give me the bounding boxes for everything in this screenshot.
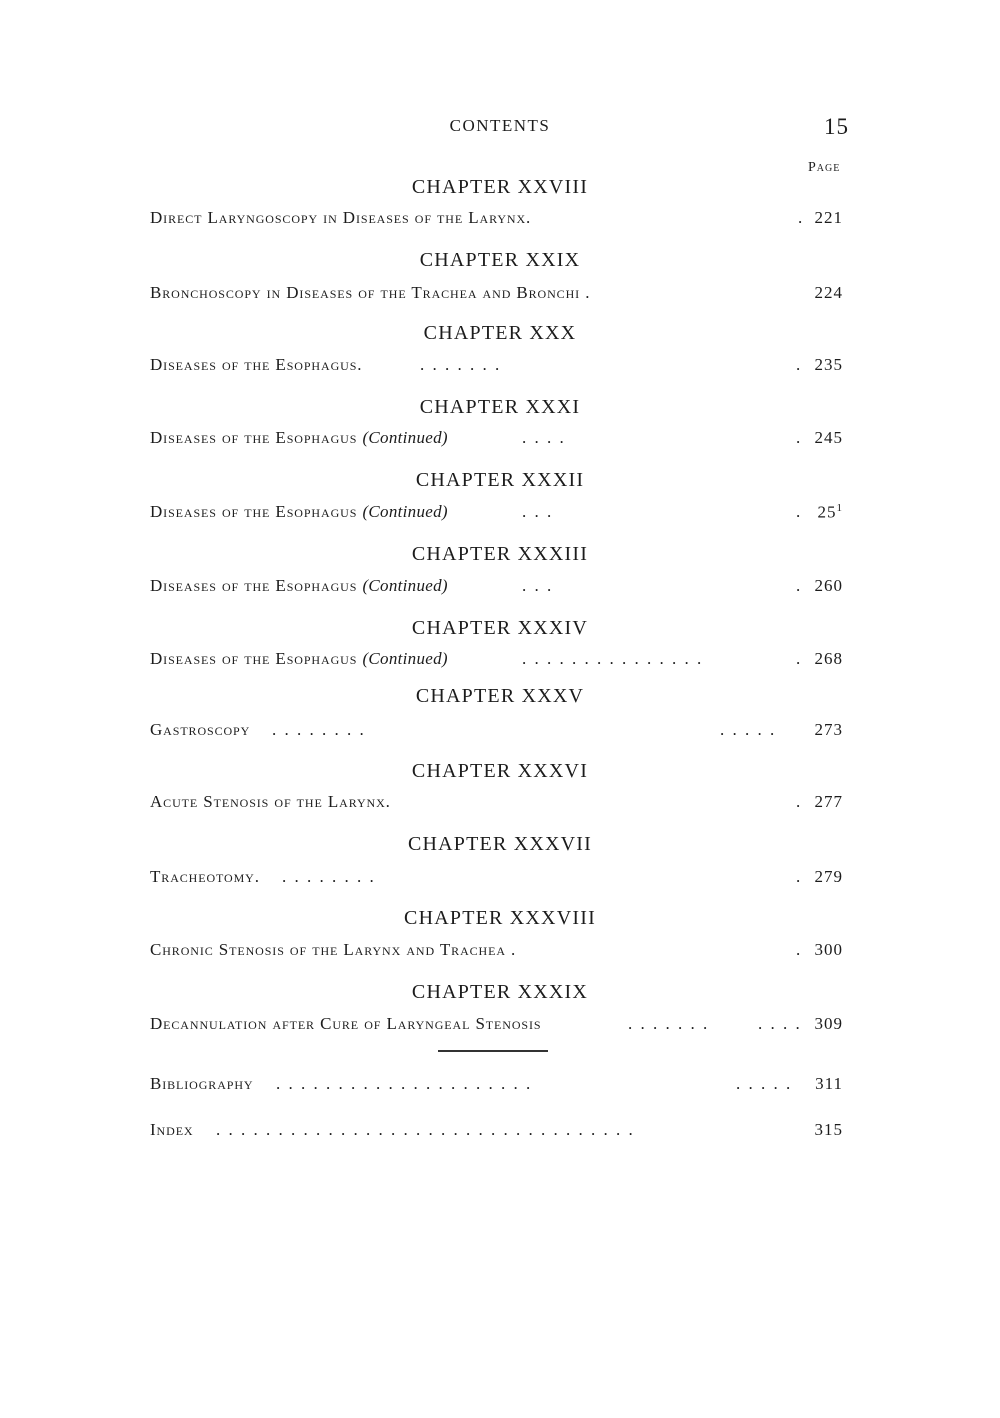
toc-entry[interactable]: [150, 502, 843, 526]
entry-title-text: Diseases of the Esophagus: [150, 502, 358, 521]
toc-entry-index[interactable]: [150, 1120, 843, 1144]
entry-page: 221: [814, 208, 843, 227]
entry-page: 260: [814, 576, 843, 595]
dot-leader: . . . . .: [720, 720, 775, 739]
dot-leader: . . . . . . .: [420, 355, 500, 374]
entry-page: 279: [814, 867, 843, 886]
section-divider: [438, 1050, 548, 1052]
toc-entry[interactable]: [150, 428, 843, 452]
dot-leader: .: [796, 867, 801, 886]
continued-label: (Continued): [362, 649, 448, 668]
dot-leader: . . . . . . . . . . . . . . . . . . . . .: [276, 1074, 531, 1093]
continued-label: (Continued): [362, 428, 448, 447]
toc-entry[interactable]: [150, 867, 843, 891]
toc-entry[interactable]: [150, 283, 843, 307]
toc-entry[interactable]: [150, 355, 843, 379]
toc-entry[interactable]: [150, 940, 843, 964]
entry-page: [818, 502, 844, 523]
entry-title: Bibliography: [150, 1074, 254, 1093]
toc-entry[interactable]: [150, 649, 843, 673]
dot-leader: .: [796, 649, 801, 668]
chapter-heading: CHAPTER XXVIII: [411, 176, 589, 198]
continued-label: (Continued): [362, 576, 448, 595]
dot-leader: .: [796, 502, 801, 521]
chapter-heading: CHAPTER XXIX: [419, 249, 581, 271]
chapter-heading: CHAPTER XXXVI: [411, 760, 589, 782]
running-title: CONTENTS: [449, 116, 551, 135]
entry-page: 277: [814, 792, 843, 811]
chapter-heading: CHAPTER XXXIX: [411, 981, 589, 1003]
entry-title: Gastroscopy: [150, 720, 251, 739]
dot-leader: . . . . . . . .: [272, 720, 364, 739]
entry-title: Tracheotomy.: [150, 867, 260, 886]
dot-leader: . . .: [522, 502, 552, 521]
toc-entry[interactable]: [150, 208, 843, 232]
entry-title: [150, 428, 448, 448]
entry-page: 245: [814, 428, 843, 447]
entry-title-text: Diseases of the Esophagus: [150, 428, 358, 447]
entry-title: Direct Laryngoscopy in Diseases of the Larynx.: [150, 208, 532, 227]
chapter-heading: CHAPTER XXXI: [419, 396, 581, 418]
entry-title: Diseases of the Esophagus.: [150, 355, 363, 374]
page-digits: 25: [817, 502, 837, 522]
page-superscript-digit: 1: [836, 502, 843, 514]
toc-entry[interactable]: [150, 720, 843, 744]
dot-leader: . . . . .: [736, 1074, 791, 1093]
toc-entry[interactable]: [150, 1014, 843, 1038]
entry-page: 273: [814, 720, 843, 739]
entry-title-text: Diseases of the Esophagus: [150, 649, 358, 668]
chapter-heading: CHAPTER XXXVII: [407, 833, 593, 855]
dot-leader: . . .: [522, 576, 552, 595]
dot-leader: . . . . . . . .: [282, 867, 374, 886]
entry-page: 309: [814, 1014, 843, 1033]
entry-title: Acute Stenosis of the Larynx.: [150, 792, 391, 811]
entry-title: Bronchoscopy in Diseases of the Trachea and Bronchi .: [150, 283, 591, 302]
chapter-heading: CHAPTER XXXII: [415, 469, 585, 491]
entry-title: Index: [150, 1120, 194, 1139]
entry-title-text: Diseases of the Esophagus: [150, 576, 358, 595]
toc-entry[interactable]: [150, 576, 843, 600]
dot-leader: .: [796, 355, 801, 374]
dot-leader: .: [796, 428, 801, 447]
dot-leader: . . . .: [758, 1014, 800, 1033]
chapter-heading: CHAPTER XXXIV: [411, 617, 589, 639]
entry-title: [150, 502, 448, 522]
page-column-label: Page: [808, 160, 841, 175]
dot-leader: .: [798, 208, 803, 227]
dot-leader: . . . .: [522, 428, 564, 447]
entry-page: 315: [814, 1120, 843, 1139]
dot-leader: . . . . . . . . . . . . . . .: [522, 649, 702, 668]
entry-title: [150, 576, 448, 596]
entry-title: Decannulation after Cure of Laryngeal Stenosis: [150, 1014, 542, 1033]
dot-leader: .: [796, 792, 801, 811]
entry-page: 268: [814, 649, 843, 668]
chapter-heading: CHAPTER XXXIII: [411, 543, 589, 565]
dot-leader: .: [796, 576, 801, 595]
page-number: 15: [824, 114, 849, 139]
entry-page: 224: [814, 283, 843, 302]
toc-entry[interactable]: [150, 792, 843, 816]
chapter-heading: CHAPTER XXX: [423, 322, 577, 344]
entry-title: [150, 649, 448, 669]
entry-page: 235: [814, 355, 843, 374]
dot-leader: . . . . . . . . . . . . . . . . . . . . . . . . . . . . . . . . . .: [216, 1120, 633, 1139]
entry-page: 311: [815, 1074, 843, 1093]
chapter-heading: CHAPTER XXXV: [415, 685, 585, 707]
chapter-heading: CHAPTER XXXVIII: [404, 907, 596, 929]
dot-leader: .: [796, 940, 801, 959]
entry-page: 300: [814, 940, 843, 959]
entry-title: Chronic Stenosis of the Larynx and Trachea .: [150, 940, 517, 959]
toc-entry-bibliography[interactable]: [150, 1074, 843, 1098]
continued-label: (Continued): [362, 502, 448, 521]
dot-leader: . . . . . . .: [628, 1014, 708, 1033]
